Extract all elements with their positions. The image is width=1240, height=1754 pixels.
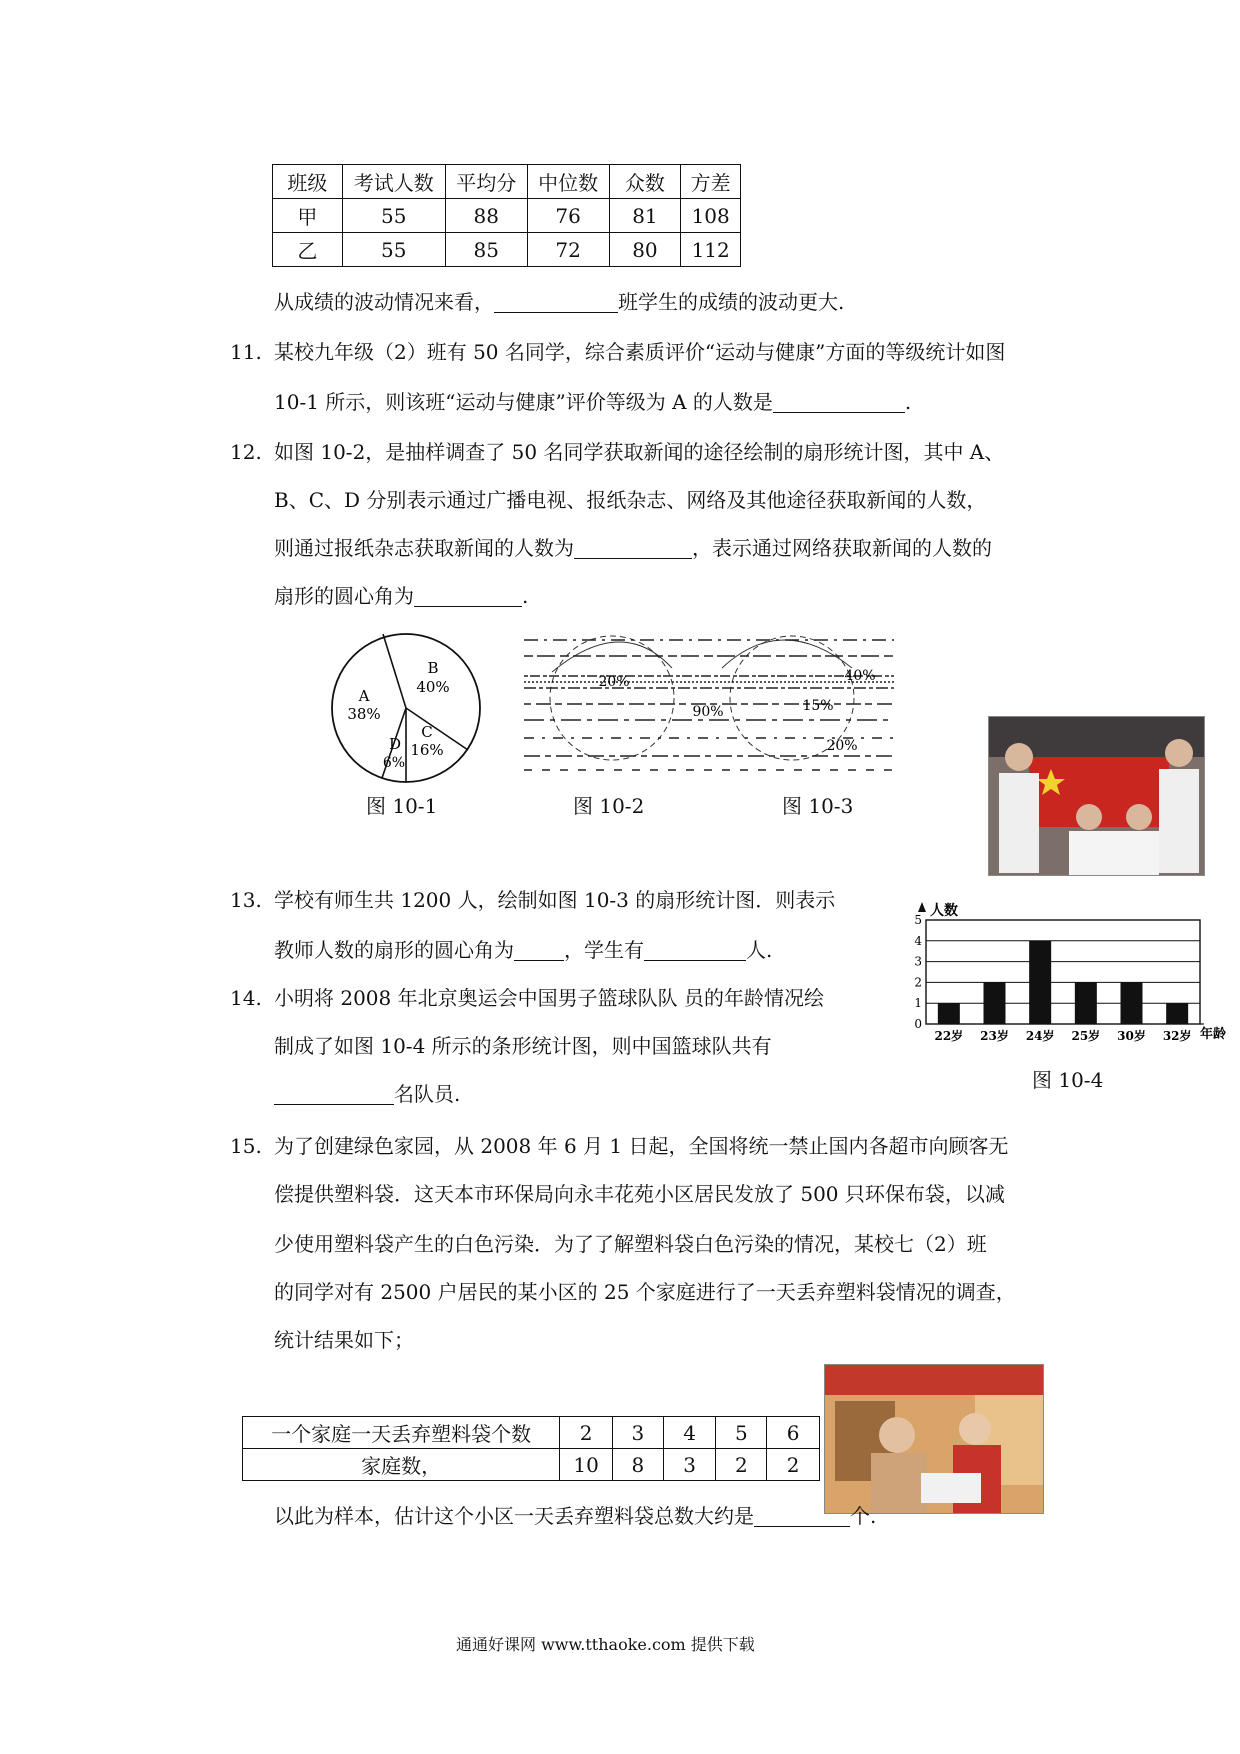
table-cell: 2 [560,1417,613,1449]
table-cell: 55 [342,199,445,233]
pie-label-C: C [421,723,433,741]
pie-label-C-pct: 16% [410,741,444,759]
y-tick-label: 1 [914,996,922,1011]
x-axis-label: 年龄 [1200,1027,1227,1042]
pie-label-B-pct: 40% [416,678,450,696]
q12-line3: 则通过报纸杂志获取新闻的人数为 ，表示通过网络获取新闻的人数的 [274,536,992,560]
answer-blank[interactable] [574,538,692,559]
team-photo-image [989,717,1204,875]
table-cell: 112 [681,233,741,267]
supermarket-photo [824,1364,1044,1514]
table-header: 平均分 [445,165,527,199]
q15-number: 15. [230,1134,262,1158]
fig3-label-left: 20% [598,674,630,690]
y-tick-label: 5 [914,913,922,927]
table-header: 考试人数 [342,165,445,199]
q12-line4: 扇形的圆心角为 . [274,584,529,608]
bar [1121,982,1143,1024]
pie-label-D: D [388,735,402,753]
y-tick-label: 3 [914,954,922,969]
plot-frame [926,920,1200,1024]
bar [1166,1003,1188,1024]
q14-line1: 小明将 2008 年北京奥运会中国男子篮球队队 员的年龄情况绘 [274,986,824,1010]
q15-line1: 为了创建绿色家园，从 2008 年 6 月 1 日起，全国将统一禁止国内各超市向顾客无 [274,1134,1009,1158]
table-cell: 甲 [273,199,343,233]
table-cell: 85 [445,233,527,267]
pie-label-A: A [358,687,370,705]
q13-line2: 教师人数的扇形的圆心角为 ，学生有 人. [274,938,773,962]
fig3-label-right: 15% [802,698,834,714]
q12-line2: B、C、D 分别表示通过广播电视、报纸杂志、网络及其他途径获取新闻的人数， [274,488,987,512]
q14-line3: 名队员. [274,1080,460,1108]
footer-credit: 通通好课网 www.tthaoke.com 提供下载 [456,1635,755,1654]
table-row-label: 一个家庭一天丢弃塑料袋个数 [243,1417,560,1449]
table-cell: 4 [663,1417,716,1449]
q13-number: 13. [230,888,262,912]
fig3-label-bottom: 20% [826,738,858,754]
caption-10-1: 图 10-1 [366,794,438,818]
table-cell: 3 [612,1417,663,1449]
q14-line2: 制成了如图 10-4 所示的条形统计图，则中国篮球队共有 [274,1034,772,1058]
answer-blank[interactable] [414,586,522,607]
fig3-label-center: 90% [692,704,724,720]
table-cell: 88 [445,199,527,233]
fig3-label-right-top: 40% [844,668,876,684]
q12-line1: 如图 10-2，是抽样调查了 50 名同学获取新闻的途径绘制的扇形统计图，其中 A、 [274,440,1005,464]
q15-line2: 偿提供塑料袋．这天本市环保局向永丰花苑小区居民发放了 500 只环保布袋，以减 [274,1182,1005,1206]
x-tick-label: 22岁 [934,1029,964,1043]
table-header: 方差 [681,165,741,199]
table-cell: 8 [612,1449,663,1481]
pie-label-B: B [427,659,439,677]
table-header: 中位数 [527,165,609,199]
team-photo [988,716,1205,876]
bar [1075,982,1097,1024]
caption-10-4: 图 10-4 [1032,1068,1104,1092]
q12-number: 12. [230,440,262,464]
y-axis-label: 人数 [930,903,958,919]
answer-blank[interactable] [754,1506,850,1527]
q10-tail: 从成绩的波动情况来看， 班学生的成绩的波动更大. [274,290,845,314]
table-cell: 6 [767,1417,820,1449]
score-table [272,164,741,267]
x-tick-label: 23岁 [980,1029,1009,1043]
pie-chart-10-1 [326,628,486,788]
plastic-bag-table [242,1416,820,1481]
bar [938,1003,960,1024]
table-header: 众数 [609,165,681,199]
table-cell: 76 [527,199,609,233]
answer-blank[interactable] [773,392,905,413]
table-cell: 3 [663,1449,716,1481]
table-row-label: 家庭数， [243,1449,560,1481]
table-cell: 55 [342,233,445,267]
bar-chart-10-4 [908,898,1230,1050]
q15-tail: 以此为样本，估计这个小区一天丢弃塑料袋总数大约是 个. [274,1504,877,1528]
y-axis-arrow-icon [918,902,926,912]
answer-blank[interactable] [644,940,746,961]
table-cell: 81 [609,199,681,233]
y-tick-label: 2 [914,975,922,990]
q13-line1: 学校有师生共 1200 人，绘制如图 10-3 的扇形统计图．则表示 [274,888,836,912]
q11-number: 11. [230,340,262,364]
q11-line1: 某校九年级（2）班有 50 名同学，综合素质评价“运动与健康”方面的等级统计如图 [274,340,1006,364]
table-cell: 80 [609,233,681,267]
x-tick-label: 25岁 [1071,1029,1101,1043]
table-cell: 乙 [273,233,343,267]
caption-10-2: 图 10-2 [573,794,645,818]
pie-label-D-pct: 6% [382,755,406,771]
q15-line5: 统计结果如下； [274,1328,414,1352]
x-tick-label: 30岁 [1117,1029,1146,1043]
q14-number: 14. [230,986,262,1010]
y-tick-label: 4 [914,933,922,948]
q15-line3: 少使用塑料袋产生的白色污染．为了了解塑料袋白色污染的情况，某校七（2）班 [274,1232,987,1256]
table-cell: 2 [716,1449,767,1481]
table-cell: 108 [681,199,741,233]
table-cell: 72 [527,233,609,267]
supermarket-photo-image [825,1365,1043,1513]
q11-line2: 10-1 所示，则该班“运动与健康”评价等级为 A 的人数是 . [274,390,912,414]
pie-label-A-pct: 38% [347,705,381,723]
table-cell: 10 [560,1449,613,1481]
caption-10-3: 图 10-3 [782,794,854,818]
table-cell: 2 [767,1449,820,1481]
x-tick-label: 24岁 [1025,1029,1055,1043]
answer-blank[interactable] [274,1084,394,1105]
answer-blank[interactable] [514,940,564,961]
bar [984,982,1006,1024]
q15-line4: 的同学对有 2500 户居民的某小区的 25 个家庭进行了一天丢弃塑料袋情况的调查， [274,1280,1016,1304]
answer-blank[interactable] [494,292,618,313]
y-tick-label: 0 [914,1017,922,1031]
pie-charts-10-2-10-3 [522,620,902,780]
table-header: 班级 [273,165,343,199]
table-cell: 5 [716,1417,767,1449]
x-tick-label: 32岁 [1162,1029,1192,1043]
bar [1029,941,1051,1024]
